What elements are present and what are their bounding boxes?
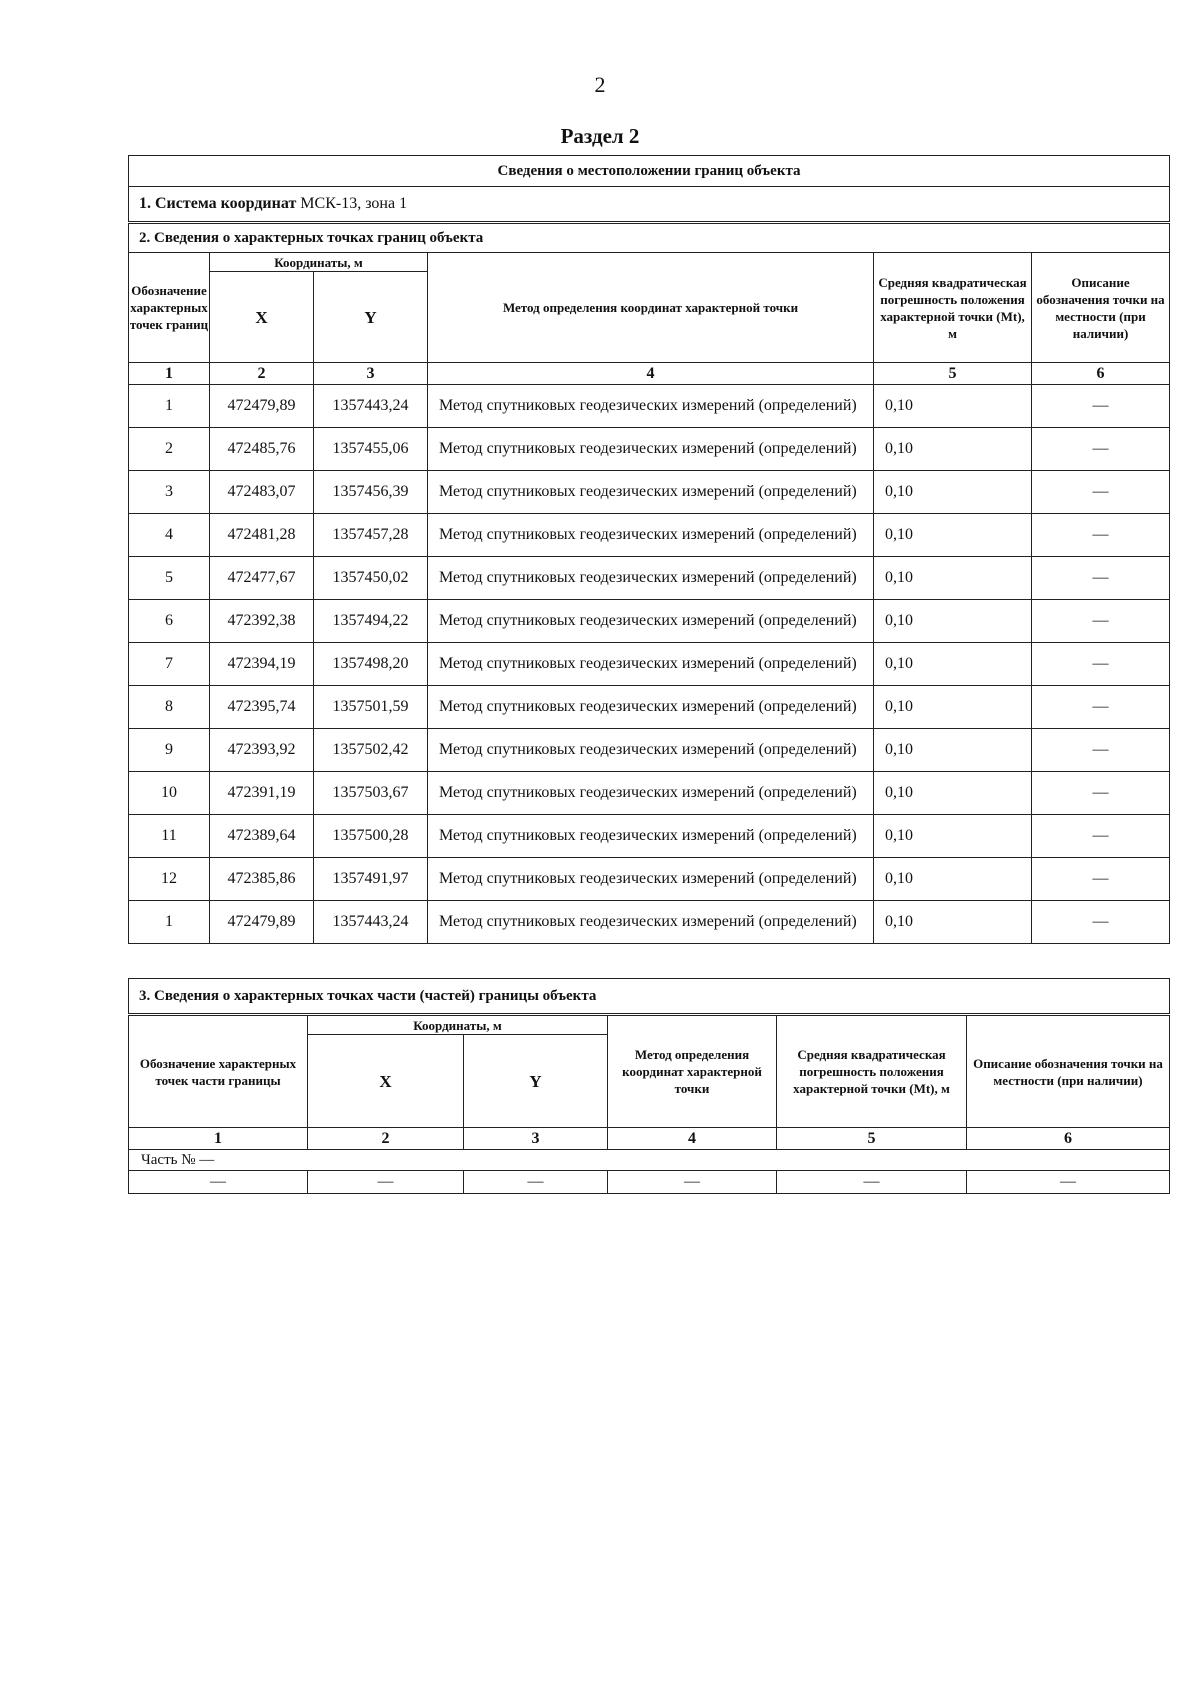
table-row (129, 901, 1170, 944)
cell-point-number: 2 (129, 428, 210, 471)
cell-x: 472485,76 (210, 428, 314, 471)
cell-description: — (1032, 600, 1170, 643)
table-row (129, 557, 1170, 600)
col-number: 2 (308, 1128, 464, 1150)
cell-accuracy: 0,10 (874, 385, 1032, 428)
cell-accuracy: 0,10 (874, 815, 1032, 858)
cell-description: — (1032, 385, 1170, 428)
table1-body (129, 385, 1170, 944)
cell-point-number: 8 (129, 686, 210, 729)
col-number: 1 (129, 363, 210, 385)
header2-x: X (308, 1035, 464, 1128)
cell-x: 472392,38 (210, 600, 314, 643)
cell-y: 1357443,24 (314, 385, 428, 428)
cell-y: 1357503,67 (314, 772, 428, 815)
col-number: 4 (608, 1128, 777, 1150)
cell-x: 472395,74 (210, 686, 314, 729)
cell-method: Метод спутниковых геодезических измерений (определений) (428, 643, 874, 686)
header-description: Описание обозначения точки на местности (при наличии) (1032, 253, 1170, 363)
cell-accuracy: 0,10 (874, 729, 1032, 772)
header2-method: Метод определения координат характерной точки (608, 1015, 777, 1128)
header2-description: Описание обозначения точки на местности (при наличии) (967, 1015, 1170, 1128)
cell-description: — (1032, 686, 1170, 729)
header2-coordinates: Координаты, м (308, 1015, 608, 1035)
cell-x: 472394,19 (210, 643, 314, 686)
table-row (129, 1171, 1170, 1194)
coordinate-system-label: 1. Система координат (139, 195, 297, 212)
cell-dash: — (129, 1171, 308, 1194)
table-row (129, 471, 1170, 514)
cell-point-number: 7 (129, 643, 210, 686)
header2-designation: Обозначение характерных точек части границы (129, 1015, 308, 1128)
table1-title: Сведения о местоположении границ объекта (129, 156, 1170, 187)
table-row (129, 643, 1170, 686)
col-number: 2 (210, 363, 314, 385)
coordinate-system-value: МСК-13, зона 1 (300, 195, 408, 212)
table-row (129, 514, 1170, 557)
cell-dash: — (308, 1171, 464, 1194)
cell-accuracy: 0,10 (874, 557, 1032, 600)
cell-method: Метод спутниковых геодезических измерений (определений) (428, 729, 874, 772)
cell-dash: — (967, 1171, 1170, 1194)
header-method: Метод определения координат характерной точки (428, 253, 874, 363)
section-title: Раздел 2 (560, 124, 640, 148)
table-row (129, 385, 1170, 428)
cell-x: 472481,28 (210, 514, 314, 557)
cell-description: — (1032, 772, 1170, 815)
cell-y: 1357502,42 (314, 729, 428, 772)
cell-point-number: 1 (129, 901, 210, 944)
table-row (129, 600, 1170, 643)
header2-y: Y (464, 1035, 608, 1128)
cell-point-number: 9 (129, 729, 210, 772)
cell-x: 472479,89 (210, 385, 314, 428)
cell-method: Метод спутниковых геодезических измерений (определений) (428, 557, 874, 600)
cell-x: 472483,07 (210, 471, 314, 514)
header-y: Y (314, 272, 428, 363)
header-coordinates: Координаты, м (210, 253, 428, 272)
column-numbers-row (129, 363, 1170, 385)
cell-x: 472393,92 (210, 729, 314, 772)
cell-accuracy: 0,10 (874, 514, 1032, 557)
cell-method: Метод спутниковых геодезических измерений (определений) (428, 471, 874, 514)
cell-accuracy: 0,10 (874, 901, 1032, 944)
cell-x: 472477,67 (210, 557, 314, 600)
table-row (129, 858, 1170, 901)
cell-point-number: 4 (129, 514, 210, 557)
cell-y: 1357457,28 (314, 514, 428, 557)
table-row (129, 686, 1170, 729)
cell-y: 1357500,28 (314, 815, 428, 858)
cell-y: 1357450,02 (314, 557, 428, 600)
part-boundary-points-table (128, 978, 1170, 1194)
cell-y: 1357455,06 (314, 428, 428, 471)
table-row (129, 729, 1170, 772)
cell-point-number: 6 (129, 600, 210, 643)
cell-y: 1357498,20 (314, 643, 428, 686)
boundary-points-table (128, 155, 1170, 944)
table2-title: 3. Сведения о характерных точках части (частей) границы объекта (129, 979, 1170, 1015)
cell-point-number: 12 (129, 858, 210, 901)
cell-y: 1357443,24 (314, 901, 428, 944)
cell-method: Метод спутниковых геодезических измерений (определений) (428, 858, 874, 901)
cell-accuracy: 0,10 (874, 772, 1032, 815)
cell-y: 1357456,39 (314, 471, 428, 514)
cell-description: — (1032, 643, 1170, 686)
cell-point-number: 10 (129, 772, 210, 815)
cell-dash: — (777, 1171, 967, 1194)
cell-method: Метод спутниковых геодезических измерений (определений) (428, 385, 874, 428)
cell-y: 1357491,97 (314, 858, 428, 901)
cell-description: — (1032, 729, 1170, 772)
cell-x: 472479,89 (210, 901, 314, 944)
cell-x: 472389,64 (210, 815, 314, 858)
header-accuracy: Средняя квадратическая погрешность положения характерной точки (Mt), м (874, 253, 1032, 363)
cell-method: Метод спутниковых геодезических измерений (определений) (428, 514, 874, 557)
cell-x: 472391,19 (210, 772, 314, 815)
header2-accuracy: Средняя квадратическая погрешность положения характерной точки (Mt), м (777, 1015, 967, 1128)
cell-description: — (1032, 428, 1170, 471)
cell-method: Метод спутниковых геодезических измерений (определений) (428, 428, 874, 471)
col-number: 3 (314, 363, 428, 385)
cell-point-number: 5 (129, 557, 210, 600)
cell-description: — (1032, 514, 1170, 557)
cell-description: — (1032, 858, 1170, 901)
cell-y: 1357501,59 (314, 686, 428, 729)
cell-method: Метод спутниковых геодезических измерений (определений) (428, 815, 874, 858)
header-designation: Обозначение характерных точек границ (129, 253, 210, 363)
cell-method: Метод спутниковых геодезических измерений (определений) (428, 901, 874, 944)
cell-dash: — (464, 1171, 608, 1194)
col-number: 6 (1032, 363, 1170, 385)
col-number: 3 (464, 1128, 608, 1150)
cell-accuracy: 0,10 (874, 858, 1032, 901)
cell-method: Метод спутниковых геодезических измерений (определений) (428, 772, 874, 815)
col-number: 5 (874, 363, 1032, 385)
cell-accuracy: 0,10 (874, 428, 1032, 471)
column-numbers-row (129, 1128, 1170, 1150)
cell-y: 1357494,22 (314, 600, 428, 643)
cell-accuracy: 0,10 (874, 686, 1032, 729)
cell-description: — (1032, 901, 1170, 944)
cell-dash: — (608, 1171, 777, 1194)
header-x: X (210, 272, 314, 363)
cell-description: — (1032, 815, 1170, 858)
table-row (129, 428, 1170, 471)
cell-accuracy: 0,10 (874, 600, 1032, 643)
points-section-title: 2. Сведения о характерных точках границ объекта (129, 223, 1170, 253)
cell-method: Метод спутниковых геодезических измерений (определений) (428, 686, 874, 729)
cell-method: Метод спутниковых геодезических измерений (определений) (428, 600, 874, 643)
table-row (129, 772, 1170, 815)
col-number: 1 (129, 1128, 308, 1150)
part-label: Часть № — (129, 1150, 1170, 1171)
table-row (129, 815, 1170, 858)
col-number: 5 (777, 1128, 967, 1150)
col-number: 6 (967, 1128, 1170, 1150)
coordinate-system-row (129, 187, 1170, 223)
cell-accuracy: 0,10 (874, 471, 1032, 514)
cell-point-number: 11 (129, 815, 210, 858)
cell-x: 472385,86 (210, 858, 314, 901)
cell-description: — (1032, 471, 1170, 514)
cell-description: — (1032, 557, 1170, 600)
cell-point-number: 1 (129, 385, 210, 428)
page-number: 2 (594, 72, 606, 97)
cell-point-number: 3 (129, 471, 210, 514)
col-number: 4 (428, 363, 874, 385)
cell-accuracy: 0,10 (874, 643, 1032, 686)
